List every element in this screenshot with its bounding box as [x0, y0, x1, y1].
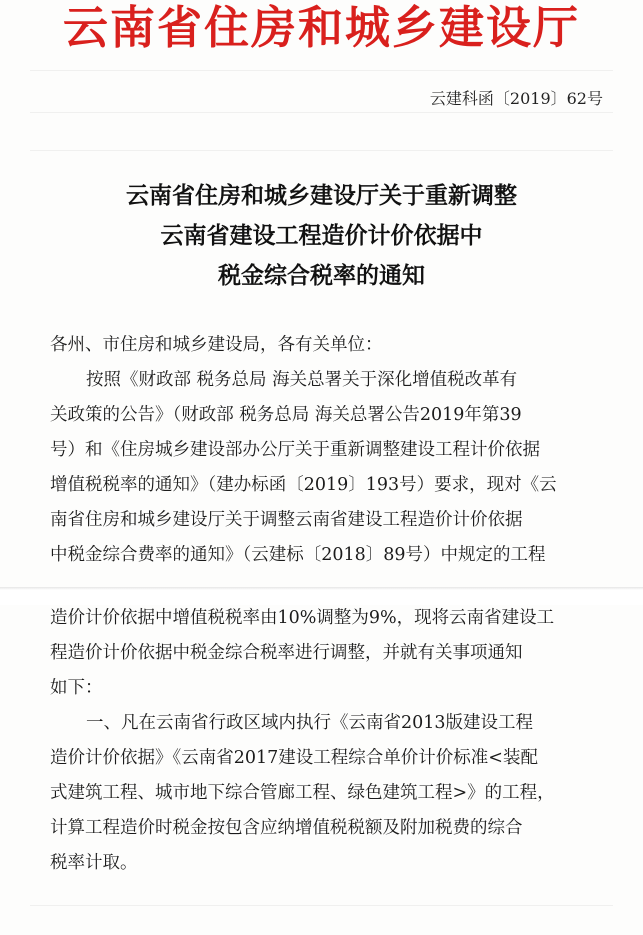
paragraph-line: 南省住房和城乡建设厅关于调整云南省建设工程造价计价依据 — [50, 510, 523, 530]
paragraph-line: 计算工程造价时税金按包含应纳增值税税额及附加税费的综合 — [50, 818, 523, 838]
paragraph-line: 关政策的公告》（财政部 税务总局 海关总署公告2019年第39 — [50, 405, 522, 425]
paragraph-1 — [50, 363, 610, 573]
letterhead-title: 云南省住房和城乡建设厅 — [62, 1, 580, 54]
paragraph-2 — [50, 706, 610, 881]
paragraph-line: 一、凡在云南省行政区域内执行《云南省2013版建设工程 — [86, 713, 534, 733]
paragraph-line: 造价计价依据》《云南省2017建设工程综合单价计价标准<装配 — [50, 748, 538, 768]
document-number: 云建科函〔2019〕62号 — [429, 89, 603, 108]
paragraph-line: 式建筑工程、城市地下综合管廊工程、绿色建筑工程>》的工程， — [50, 783, 555, 803]
document-title — [0, 176, 643, 296]
paragraph-line: 增值税税率的通知》（建办标函〔2019〕193号）要求，现对《云 — [50, 475, 557, 495]
title-line: 云南省建设工程造价计价依据中 — [160, 223, 483, 249]
salutation-text: 各州、市住房和城乡建设局，各有关单位： — [50, 335, 383, 355]
salutation — [50, 328, 610, 363]
paragraph-line: 造价计价依据中增值税税率由10%调整为9%，现将云南省建设工 — [50, 608, 555, 628]
paragraph-line: 号）和《住房城乡建设部办公厅关于重新调整建设工程计价依据 — [50, 440, 540, 460]
bleed-through-line — [30, 112, 613, 113]
paragraph-line: 程造价计价依据中税金综合税率进行调整，并就有关事项通知 — [50, 643, 523, 663]
paragraph-1-continued — [50, 601, 610, 706]
bleed-through-line — [30, 905, 613, 906]
bleed-through-line — [30, 70, 613, 71]
paragraph-line: 中税金综合费率的通知》（云建标〔2018〕89号）中规定的工程 — [50, 545, 546, 565]
paragraph-line: 税率计取。 — [50, 853, 138, 873]
paragraph-line: 如下： — [50, 678, 103, 698]
title-line: 云南省住房和城乡建设厅关于重新调整 — [126, 183, 517, 209]
bleed-through-line — [30, 150, 613, 151]
title-line: 税金综合税率的通知 — [218, 263, 425, 289]
paragraph-line: 按照《财政部 税务总局 海关总署关于深化增值税改革有 — [86, 370, 518, 390]
